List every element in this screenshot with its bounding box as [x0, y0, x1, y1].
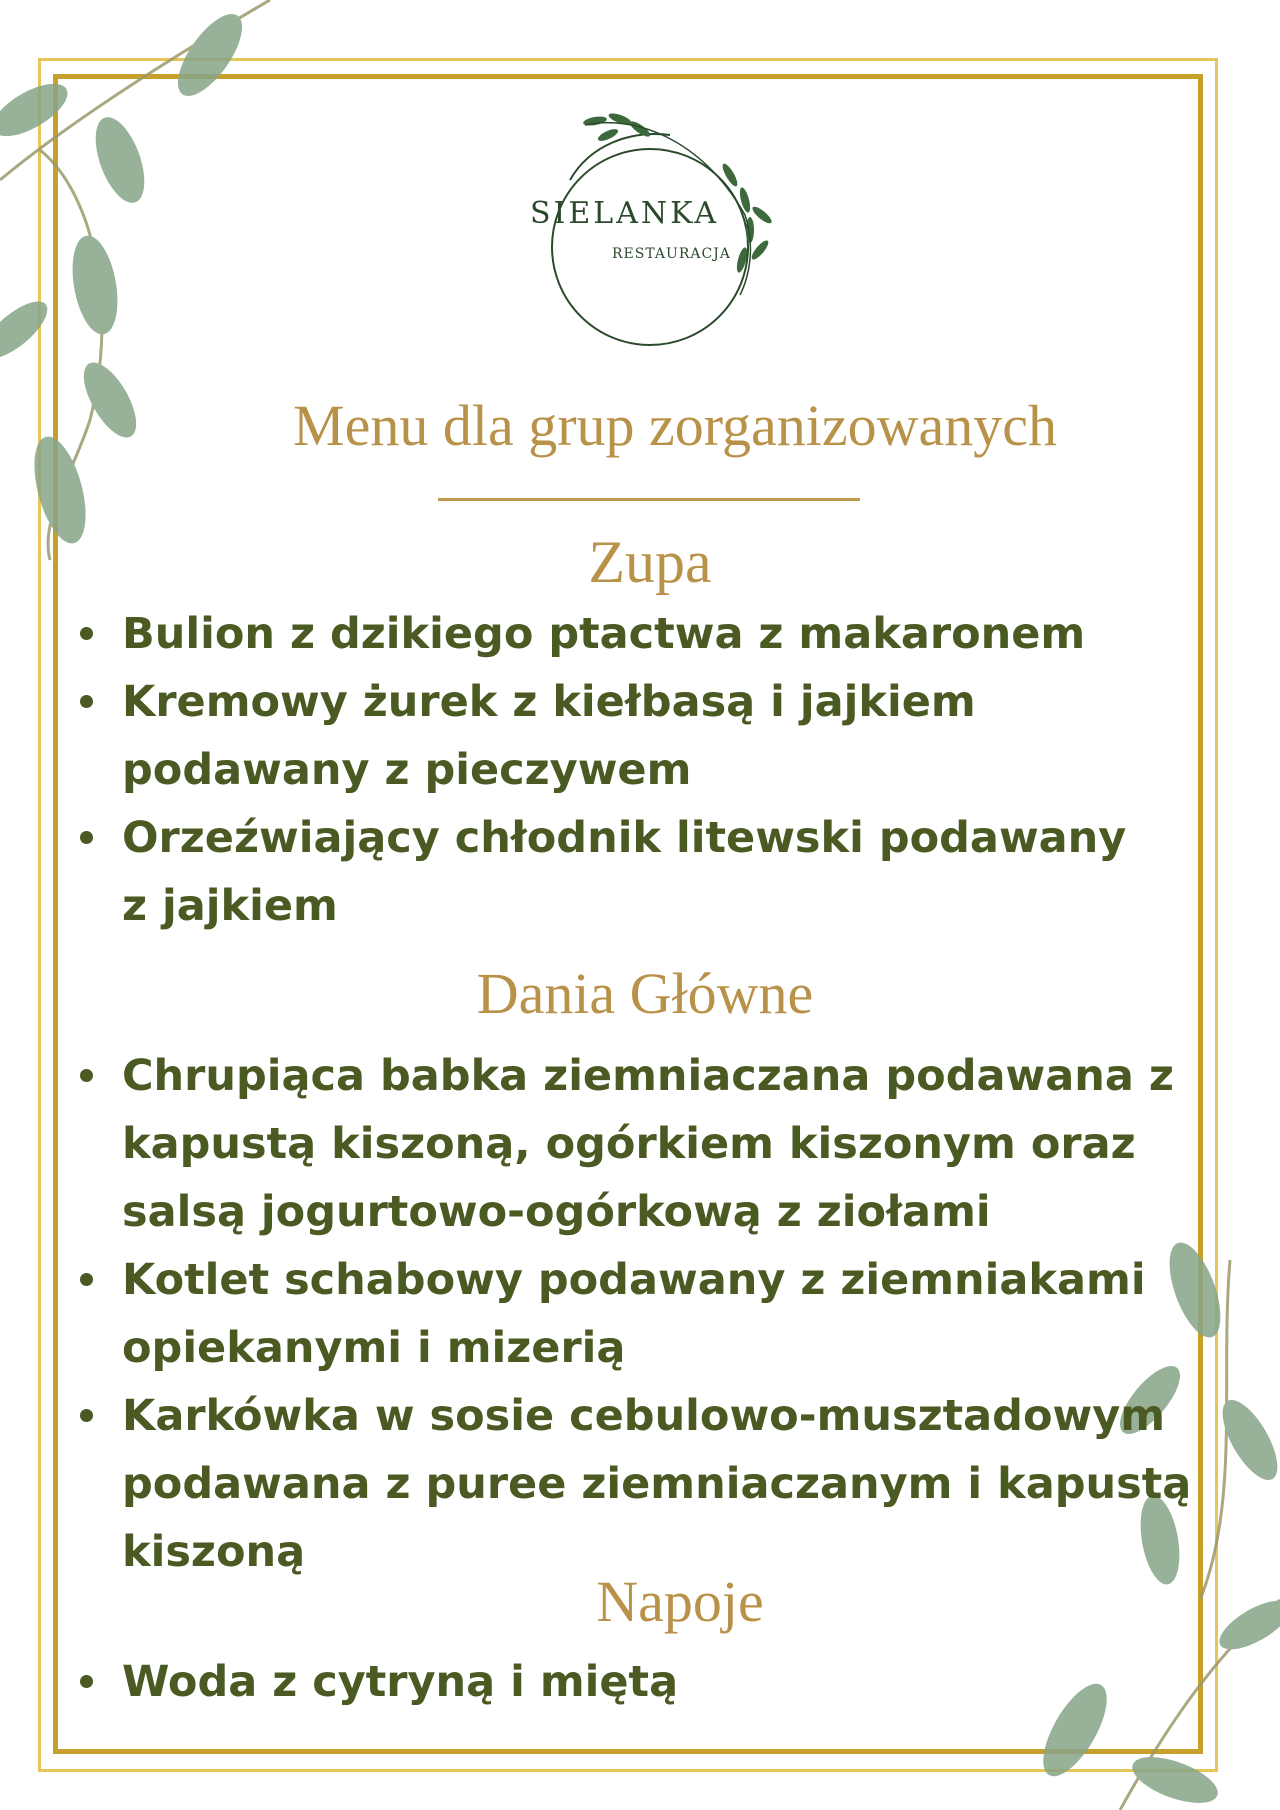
menu-item: Kremowy żurek z kiełbasą i jajkiem podawany z pieczywem: [72, 668, 1132, 804]
section-heading-dania-glowne: Dania Główne: [476, 961, 814, 1026]
brand-name: SIELANKA: [530, 196, 719, 231]
menu-item: Bulion z dzikiego ptactwa z makaronem: [72, 600, 1132, 668]
sielanka-logo-wreath: [500, 105, 800, 365]
brand-subtitle: RESTAURACJA: [612, 246, 731, 262]
menu-item: Woda z cytryną i miętą: [72, 1648, 1072, 1716]
menu-list-dania-glowne: [72, 1042, 1212, 1586]
menu-list-napoje: [72, 1648, 1072, 1716]
section-heading-zupa: Zupa: [588, 529, 712, 595]
menu-item: Chrupiąca babka ziemniaczana podawana z kapustą kiszoną, ogórkiem kiszonym oraz salsą jogurtowo-ogórkową z ziołami: [72, 1042, 1212, 1246]
menu-item: Karkówka w sosie cebulowo-musztadowym podawana z puree ziemniaczanym i kapustą kiszoną: [72, 1382, 1212, 1586]
menu-list-zupa: [72, 600, 1132, 940]
section-heading-napoje: Napoje: [596, 1569, 764, 1634]
menu-item: Kotlet schabowy podawany z ziemniakami opiekanymi i mizerią: [72, 1246, 1212, 1382]
title-divider: [438, 498, 860, 501]
page-title: Menu dla grup zorganizowanych: [293, 393, 1057, 458]
menu-item: Orzeźwiający chłodnik litewski podawany z jajkiem: [72, 804, 1132, 940]
